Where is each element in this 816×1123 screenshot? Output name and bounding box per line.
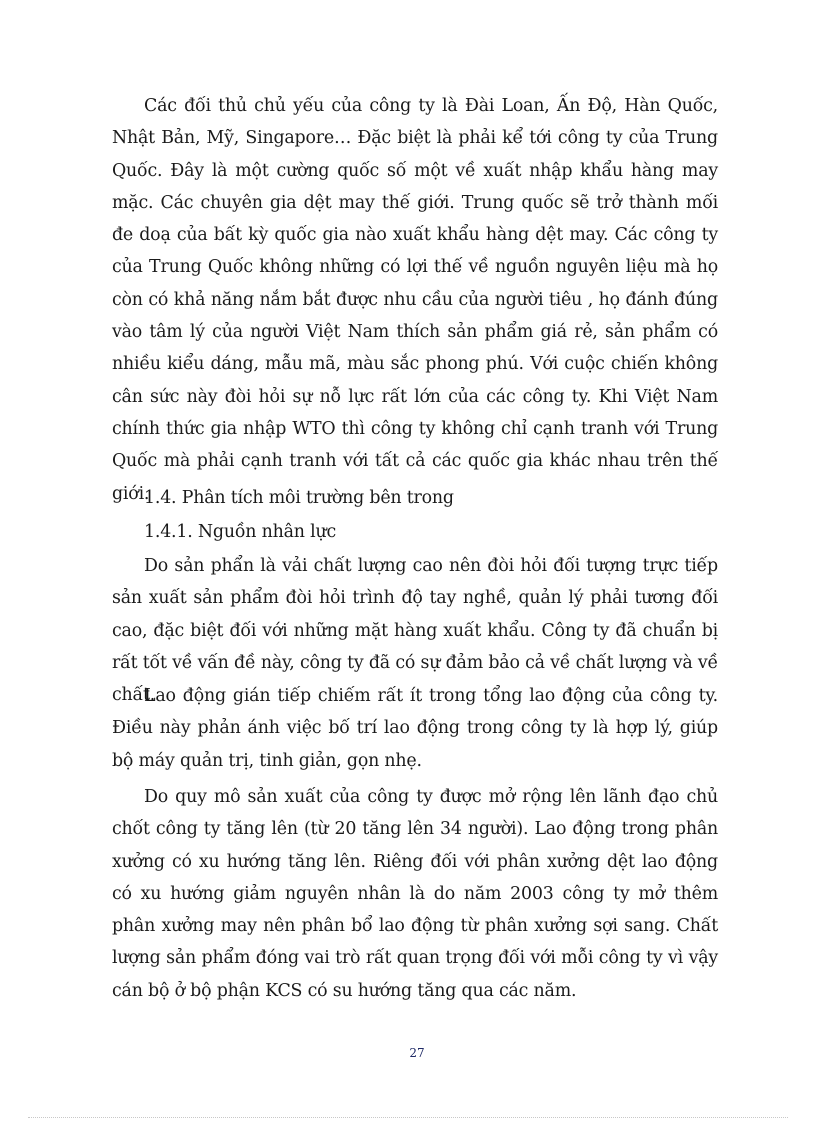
section-heading: 1.4. Phân tích môi trường bên trong	[144, 488, 454, 508]
page-number: 27	[409, 1046, 425, 1060]
paragraph-product-quality: Do sản phẩn là vải chất lượng cao nên đòi hỏi đối tượng trực tiếp sản xuất sản phẩm đòi hỏi trình độ tay nghề, quản lý phải tương đối cao, đặc biệt đối với những mặt hàng xuất khẩu. Công ty đã chuẩn bị rất tốt về vấn đề này, công ty đã có sự đảm bảo cả về chất lượng và về chất.	[112, 556, 718, 706]
paragraph-production-scale: Do quy mô sản xuất của công ty được mở rộng lên lãnh đạo chủ chốt công ty tăng lên (từ 20 tăng lên 34 người). Lao động trong phân xưởng có xu hướng tăng lên. Riêng đối với phân xưởng dệt lao động có xu hướng giảm nguyên nhân là do năm 2003 công ty mở thêm phân xưởng may nên phân bổ lao động từ phân xưởng sợi sang. Chất lượng sản phẩm đóng vai trò rất quan trọng đối với mỗi công ty vì vậy cán bộ ở bộ phận KCS có su hướng tăng qua các năm.	[112, 787, 718, 1001]
paragraph-indirect-labor: Lao động gián tiếp chiếm rất ít trong tổng lao động của công ty. Điều này phản ánh việc bố trí lao động trong công ty là hợp lý, giúp bộ máy quản trị, tinh giản, gọn nhẹ.	[112, 686, 718, 771]
page-bottom-divider	[28, 1117, 788, 1118]
paragraph-competitors: Các đối thủ chủ yếu của công ty là Đài Loan, Ấn Độ, Hàn Quốc, Nhật Bản, Mỹ, Singapore… Đặc biệt là phải kể tới công ty của Trung Quốc. Đây là một cường quốc số một về xuất nhập khẩu hàng may mặc. Các chuyên gia dệt may thế giới. Trung quốc sẽ trở thành mối đe doạ của bất kỳ quốc gia nào xuất khẩu hàng dệt may. Các công ty của Trung Quốc không những có lợi thế về nguồn nguyên liệu mà họ còn có khả năng nắm bắt được nhu cầu của người tiêu , họ đánh đúng vào tâm lý của người Việt Nam thích sản phẩm giá rẻ, sản phẩm có nhiều kiểu dáng, mẫu mã, màu sắc phong phú. Với cuộc chiến không cân sức này đòi hỏi sự nỗ lực rất lớn của các công ty. Khi Việt Nam chính thức gia nhập WTO thì công ty không chỉ cạnh tranh với Trung Quốc mà phải cạnh tranh với tất cả các quốc gia khác nhau trên thế giới.	[112, 96, 718, 504]
subsection-heading: 1.4.1. Nguồn nhân lực	[144, 522, 337, 542]
